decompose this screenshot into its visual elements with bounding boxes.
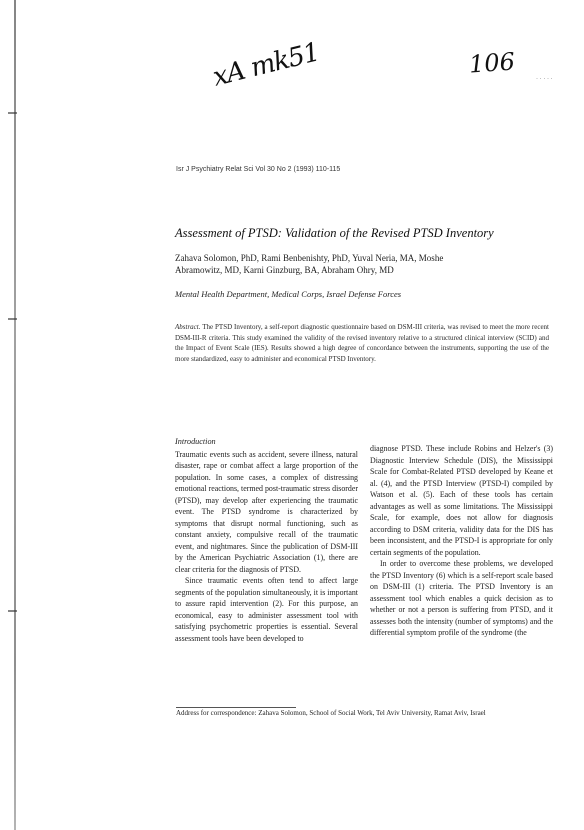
footnote-divider	[176, 707, 296, 708]
body-paragraph: In order to overcome these problems, we developed the PTSD Inventory (6) which is a self-report scale based on DSM-III (1) criteria. The PTSD Inventory is an assessment tool which enables a quick decision as to whether or not a person is suffering from PTSD, and it assesses both the intensity (number of symptoms) and the differential symptom profile of the syndrome (the	[370, 559, 553, 637]
section-heading-introduction: Introduction	[175, 437, 216, 446]
body-paragraph: diagnose PTSD. These include Robins and Helzer's (3) Diagnostic Interview Schedule (DIS), the Mississippi Scale for Combat-Related PTSD developed by Keane et al. (4), and the PTSD Interview (PTSD-I) compiled by Watson et al. (5). Each of these tools has certain advantages as well as some limitations. The Mississippi Scale, for example, does not allow for diagnosis according to DSM criteria, validity data for the DIS has been inconsistent, and the PTSD-I is appropriate for only certain segments of the population.	[370, 444, 553, 557]
body-column-right	[370, 443, 553, 639]
scan-smudge: · · · · ·	[536, 76, 553, 82]
correspondence-footnote: Address for correspondence: Zahava Solomon, School of Social Work, Tel Aviv University, Ramat Aviv, Israel	[176, 709, 486, 717]
article-affiliation: Mental Health Department, Medical Corps, Israel Defense Forces	[175, 289, 402, 299]
article-authors: Zahava Solomon, PhD, Rami Benbenishty, PhD, Yuval Neria, MA, Moshe Abramowitz, MD, Karni Ginzburg, BA, Abraham Ohry, MD	[175, 253, 444, 275]
handwritten-page-number: 106	[468, 47, 516, 79]
scan-artifact	[8, 610, 17, 612]
journal-citation: Isr J Psychiatry Relat Sci Vol 30 No 2 (1993) 110-115	[176, 166, 341, 173]
scan-binding-edge	[14, 0, 16, 830]
scan-artifact	[8, 318, 17, 320]
article-title: Assessment of PTSD: Validation of the Revised PTSD Inventory	[175, 226, 494, 240]
body-paragraph: Since traumatic events often tend to affect large segments of the population simultaneously, it is important to assure rapid intervention (2). For this purpose, an economical, easy to administer assessment tool with satisfying psychometric properties is essential. Several assessment tools have been developed to	[175, 576, 358, 643]
handwritten-note-left: xA mk51	[209, 37, 323, 93]
abstract-block	[175, 322, 549, 364]
body-column-left	[175, 436, 358, 644]
abstract-text: The PTSD Inventory, a self-report diagnostic questionnaire based on DSM-III criteria, was revised to meet the more recent DSM-III-R criteria. This study examined the validity of the revised inventory relative to a structured clinical interview (SCID) and the Impact of Event Scale (IES). Results showed a high degree of concordance between the instruments, supporting the use of the more standardized, easy to administer and economical PTSD Inventory.	[175, 323, 549, 363]
body-paragraph: Traumatic events such as accident, severe illness, natural disaster, rape or combat affect a large proportion of the population. In some cases, a complex of distressing emotional reactions, termed post-traumatic stress disorder (PTSD), may develop after experiencing the traumatic event. The PTSD syndrome is characterized by symptoms that disrupt normal functioning, such as constant anxiety, compulsive recall of the traumatic event, and nightmares. Since the publication of DSM-III by the American Psychiatric Association (1), there are clear criteria for the diagnosis of PTSD.	[175, 449, 358, 574]
abstract-label: Abstract.	[175, 323, 201, 331]
scan-artifact	[8, 112, 17, 114]
